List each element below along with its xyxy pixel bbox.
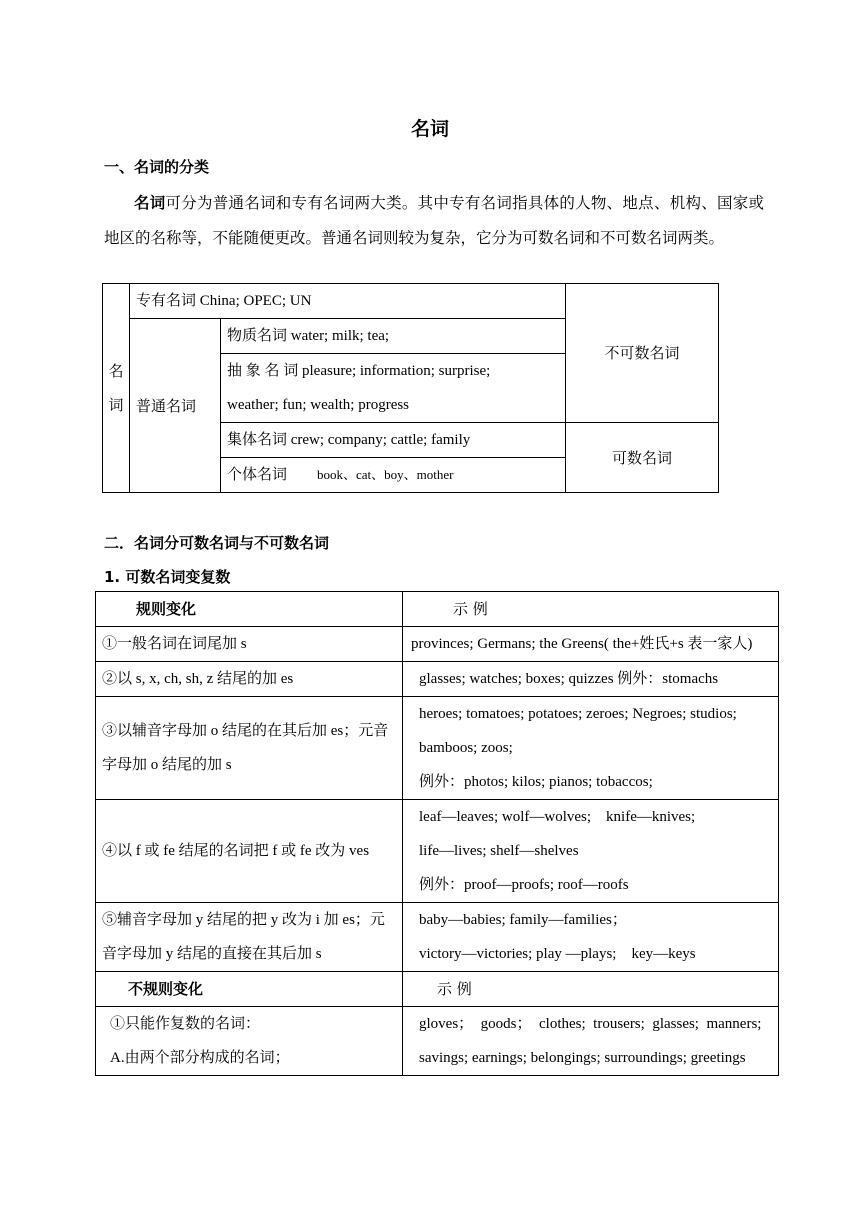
abstract-noun-line1: 抽 象 名 词 pleasure; information; surprise; (227, 363, 491, 379)
individual-noun-label: 个体名词 (227, 467, 288, 483)
page-title: 名词 (410, 118, 449, 140)
irregular-example-header-text: 示 例 (437, 980, 472, 998)
rule-cell-3 (96, 697, 403, 800)
example-line: gloves； goods； clothes; trousers; glasses; manners; (419, 1016, 762, 1032)
intro-paragraph (104, 186, 764, 256)
example-line: heroes; tomatoes; potatoes; zeroes; Negroes; studios; (419, 706, 737, 722)
root-label-char2: 词 (108, 396, 124, 414)
common-noun-label: 普通名词 (136, 396, 197, 415)
example-line: life—lives; shelf—shelves (419, 843, 579, 859)
example-header-text: 示 例 (453, 600, 488, 618)
individual-noun-cell (221, 458, 566, 493)
countable-label: 可数名词 (611, 448, 672, 467)
rule-cell-2 (96, 662, 403, 697)
example-line: bamboos; zoos; (419, 740, 513, 756)
abstract-noun-line2: weather; fun; wealth; progress (227, 397, 410, 413)
example-line: provinces; Germans; the Greens( the+姓氏+s 表一家人) (411, 636, 753, 652)
intro-text: 可分为普通名词和专有名词两大类。其中专有名词指具体的人物、地点、机构、国家或地区的名称等，不能随便更改。普通名词则较为复杂，它分为可数名词和不可数名词两类。 (104, 194, 764, 247)
example-cell-4 (403, 800, 779, 903)
plural-rules-table (95, 591, 779, 1076)
common-noun-cell (130, 319, 221, 493)
uncountable-label: 不可数名词 (604, 344, 680, 362)
abstract-noun-cell (221, 354, 566, 423)
irregular-header (96, 972, 403, 1007)
material-noun-cell (221, 319, 566, 354)
irregular-rule-cell-1 (96, 1007, 403, 1076)
rule-text: ①一般名词在词尾加 s (102, 636, 247, 652)
intro-lead-term: 名词 (134, 194, 166, 212)
uncountable-cell (566, 284, 719, 423)
subheading-plural: 1. 可数名词变复数 (104, 568, 231, 586)
example-line: savings; earnings; belongings; surroundings; greetings (419, 1050, 746, 1066)
irregular-rule-line1: ①只能作复数的名词： (110, 1016, 261, 1032)
rule-cell-5 (96, 903, 403, 972)
regular-header (96, 592, 403, 627)
individual-noun-examples: book、cat、boy、mother (317, 467, 454, 482)
example-line: 例外：proof—proofs; roof—roofs (419, 877, 629, 893)
example-line: leaf—leaves; wolf—wolves; knife—knives; (419, 809, 696, 825)
example-line: 例外：photos; kilos; pianos; tobaccos; (419, 774, 653, 790)
irregular-example-cell-1 (403, 1007, 779, 1076)
collective-noun-cell (221, 423, 566, 458)
root-cell (103, 284, 130, 493)
rule-text: ④以 f 或 fe 结尾的名词把 f 或 fe 改为 ves (102, 843, 370, 859)
example-line: glasses; watches; boxes; quizzes 例外：stomachs (419, 671, 719, 687)
example-line: baby—babies; family—families； (419, 912, 627, 928)
regular-header-text: 规则变化 (136, 600, 197, 618)
irregular-rule-line2: A.由两个部分构成的名词； (110, 1050, 290, 1066)
rule-cell-4 (96, 800, 403, 903)
rule-text: ③以辅音字母加 o 结尾的在其后加 es；元音字母加 o 结尾的加 s (102, 723, 389, 773)
material-noun-text: 物质名词 water; milk; tea; (227, 328, 390, 344)
rule-cell-1 (96, 627, 403, 662)
rule-text: ⑤辅音字母加 y 结尾的把 y 改为 i 加 es；元音字母加 y 结尾的直接在其后加 s (102, 912, 385, 962)
root-label-char1: 名 (108, 362, 124, 380)
section-heading-classification: 一、名词的分类 (104, 158, 210, 176)
rule-text: ②以 s, x, ch, sh, z 结尾的加 es (102, 671, 294, 687)
collective-noun-text: 集体名词 crew; company; cattle; family (227, 432, 471, 448)
example-line: victory—victories; play —plays; key—keys (419, 946, 696, 962)
section-heading-countable: 二．名词分可数名词与不可数名词 (104, 534, 330, 552)
proper-noun-text: 专有名词 China; OPEC; UN (136, 293, 312, 309)
proper-noun-cell (130, 284, 566, 319)
example-cell-1 (403, 627, 779, 662)
irregular-header-text: 不规则变化 (128, 980, 204, 998)
example-cell-2 (403, 662, 779, 697)
example-cell-3 (403, 697, 779, 800)
example-header (403, 592, 779, 627)
countable-cell (566, 423, 719, 493)
irregular-example-header (403, 972, 779, 1007)
noun-classification-table (102, 283, 719, 493)
example-cell-5 (403, 903, 779, 972)
